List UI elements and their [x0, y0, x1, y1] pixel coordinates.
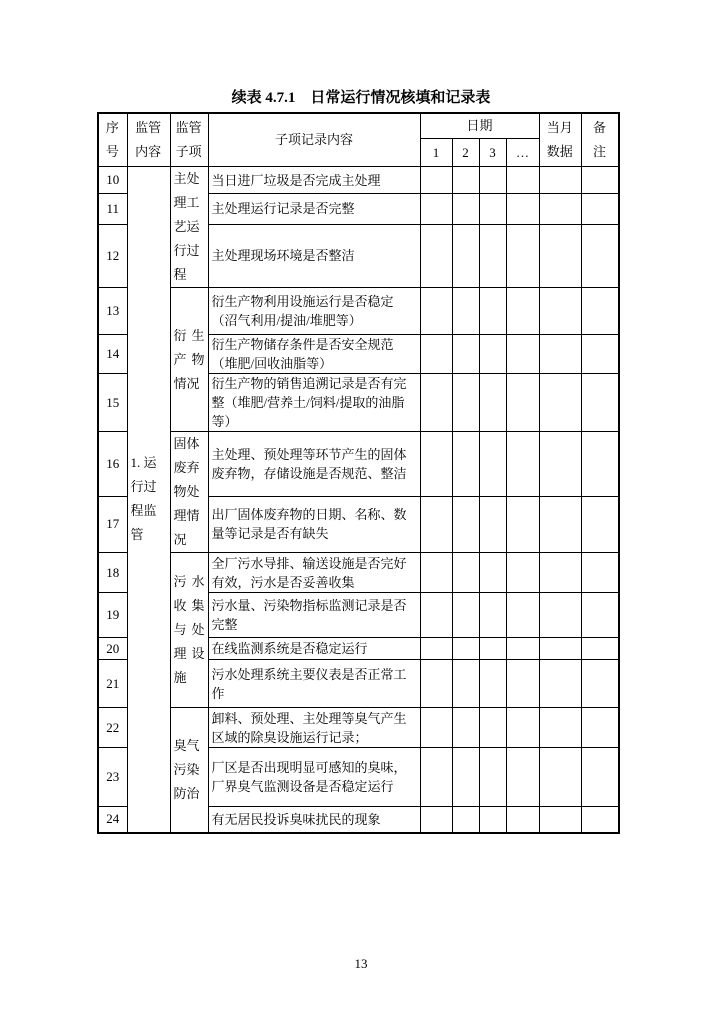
- header-content: [127, 113, 170, 167]
- remark-cell: [581, 335, 619, 374]
- remark-cell: [581, 748, 619, 807]
- subitem-cell-solid-waste: 固体废弃物处理情况: [170, 432, 208, 553]
- seq-cell: 21: [98, 660, 127, 708]
- daily-operation-record-table: [97, 112, 620, 834]
- header-remark: [581, 113, 619, 167]
- date-etc-cell: [506, 660, 539, 708]
- seq-cell: 14: [98, 335, 127, 374]
- header-seq: [98, 113, 127, 167]
- date-3-cell: [479, 807, 506, 833]
- table-row: [98, 288, 619, 335]
- month-data-cell: [539, 593, 581, 638]
- header-month-data: [539, 113, 581, 167]
- date-etc-cell: [506, 638, 539, 660]
- date-1-cell: [420, 224, 452, 287]
- date-etc-cell: [506, 748, 539, 807]
- table-row: [98, 553, 619, 593]
- seq-cell: 19: [98, 593, 127, 638]
- record-cell: 厂区是否出现明显可感知的臭味，厂界臭气监测设备是否稳定运行: [208, 748, 420, 807]
- month-data-cell: [539, 288, 581, 335]
- month-data-cell: [539, 432, 581, 497]
- month-data-cell: [539, 194, 581, 225]
- record-cell: 全厂污水导排、输送设施是否完好有效，污水是否妥善收集: [208, 553, 420, 593]
- seq-cell: 24: [98, 807, 127, 833]
- record-cell: 主处理运行记录是否完整: [208, 194, 420, 225]
- supervision-content-cell: 1. 运行过程监管: [127, 167, 170, 833]
- date-1-cell: [420, 167, 452, 194]
- remark-cell: [581, 496, 619, 552]
- date-3-cell: [479, 194, 506, 225]
- remark-cell: [581, 194, 619, 225]
- date-3-cell: [479, 374, 506, 432]
- remark-cell: [581, 807, 619, 833]
- date-etc-cell: [506, 432, 539, 497]
- date-3-cell: [479, 660, 506, 708]
- date-1-cell: [420, 432, 452, 497]
- date-1-cell: [420, 553, 452, 593]
- date-1-cell: [420, 374, 452, 432]
- date-3-cell: [479, 748, 506, 807]
- header-subitem-label: 监管子项: [175, 120, 202, 159]
- record-cell: 有无居民投诉臭味扰民的现象: [208, 807, 420, 833]
- date-2-cell: [452, 638, 479, 660]
- header-subitem: [170, 113, 208, 167]
- date-1-cell: [420, 748, 452, 807]
- header-month-data-label: 当月数据: [546, 120, 573, 159]
- month-data-cell: [539, 335, 581, 374]
- date-etc-cell: [506, 374, 539, 432]
- seq-cell: 17: [98, 496, 127, 552]
- record-cell: 衍生产物的销售追溯记录是否有完整（堆肥/营养土/饲料/提取的油脂等）: [208, 374, 420, 432]
- table-title: 续表 4.7.1 日常运行情况核填和记录表: [231, 90, 491, 106]
- subitem-cell-main-process: 主处理工艺运行过程: [170, 167, 208, 288]
- record-cell: 当日进厂垃圾是否完成主处理: [208, 167, 420, 194]
- date-2-cell: [452, 553, 479, 593]
- header-date-etc: …: [506, 139, 539, 167]
- remark-cell: [581, 660, 619, 708]
- month-data-cell: [539, 748, 581, 807]
- month-data-cell: [539, 553, 581, 593]
- subitem-cell-odor: 臭气污染防治: [170, 708, 208, 833]
- header-date: 日期: [420, 113, 539, 139]
- date-1-cell: [420, 593, 452, 638]
- date-etc-cell: [506, 593, 539, 638]
- month-data-cell: [539, 708, 581, 748]
- remark-cell: [581, 708, 619, 748]
- month-data-cell: [539, 374, 581, 432]
- month-data-cell: [539, 660, 581, 708]
- date-1-cell: [420, 194, 452, 225]
- table-row: [98, 708, 619, 748]
- date-etc-cell: [506, 807, 539, 833]
- remark-cell: [581, 553, 619, 593]
- month-data-cell: [539, 496, 581, 552]
- remark-cell: [581, 432, 619, 497]
- date-etc-cell: [506, 167, 539, 194]
- month-data-cell: [539, 224, 581, 287]
- date-etc-cell: [506, 194, 539, 225]
- month-data-cell: [539, 167, 581, 194]
- date-2-cell: [452, 593, 479, 638]
- header-date-2: 2: [452, 139, 479, 167]
- header-date-3: 3: [479, 139, 506, 167]
- seq-cell: 10: [98, 167, 127, 194]
- date-2-cell: [452, 224, 479, 287]
- date-1-cell: [420, 288, 452, 335]
- date-3-cell: [479, 553, 506, 593]
- date-2-cell: [452, 708, 479, 748]
- date-etc-cell: [506, 224, 539, 287]
- date-etc-cell: [506, 288, 539, 335]
- date-2-cell: [452, 167, 479, 194]
- seq-cell: 11: [98, 194, 127, 225]
- date-etc-cell: [506, 335, 539, 374]
- date-3-cell: [479, 288, 506, 335]
- record-cell: 出厂固体废弃物的日期、名称、数量等记录是否有缺失: [208, 496, 420, 552]
- record-cell: 污水量、污染物指标监测记录是否完整: [208, 593, 420, 638]
- date-etc-cell: [506, 496, 539, 552]
- record-cell: 在线监测系统是否稳定运行: [208, 638, 420, 660]
- date-2-cell: [452, 660, 479, 708]
- header-seq-label: 序号: [105, 120, 119, 159]
- date-3-cell: [479, 496, 506, 552]
- table-row: [98, 167, 619, 194]
- date-3-cell: [479, 638, 506, 660]
- record-cell: 主处理现场环境是否整洁: [208, 224, 420, 287]
- seq-cell: 16: [98, 432, 127, 497]
- subitem-cell-wastewater: 污水收集与处理设施: [170, 553, 208, 708]
- date-1-cell: [420, 807, 452, 833]
- date-etc-cell: [506, 553, 539, 593]
- header-content-label: 监管内容: [135, 120, 162, 159]
- page-number: 13: [354, 956, 368, 971]
- date-1-cell: [420, 496, 452, 552]
- date-1-cell: [420, 708, 452, 748]
- subitem-cell-derivatives: 衍生产物情况: [170, 288, 208, 432]
- remark-cell: [581, 224, 619, 287]
- table-row: [98, 432, 619, 497]
- seq-cell: 12: [98, 224, 127, 287]
- record-cell: 衍生产物储存条件是否安全规范（堆肥/回收油脂等）: [208, 335, 420, 374]
- remark-cell: [581, 593, 619, 638]
- date-2-cell: [452, 288, 479, 335]
- seq-cell: 20: [98, 638, 127, 660]
- seq-cell: 13: [98, 288, 127, 335]
- record-cell: 污水处理系统主要仪表是否正常工作: [208, 660, 420, 708]
- date-3-cell: [479, 224, 506, 287]
- remark-cell: [581, 288, 619, 335]
- date-1-cell: [420, 638, 452, 660]
- date-etc-cell: [506, 708, 539, 748]
- date-2-cell: [452, 748, 479, 807]
- remark-cell: [581, 374, 619, 432]
- seq-cell: 23: [98, 748, 127, 807]
- month-data-cell: [539, 807, 581, 833]
- record-cell: 衍生产物利用设施运行是否稳定（沼气利用/提油/堆肥等）: [208, 288, 420, 335]
- date-3-cell: [479, 335, 506, 374]
- date-2-cell: [452, 496, 479, 552]
- date-3-cell: [479, 593, 506, 638]
- date-2-cell: [452, 374, 479, 432]
- remark-cell: [581, 638, 619, 660]
- date-2-cell: [452, 807, 479, 833]
- seq-cell: 15: [98, 374, 127, 432]
- record-cell: 卸料、预处理、主处理等臭气产生区域的除臭设施运行记录；: [208, 708, 420, 748]
- date-2-cell: [452, 432, 479, 497]
- date-2-cell: [452, 335, 479, 374]
- seq-cell: 18: [98, 553, 127, 593]
- record-cell: 主处理、预处理等环节产生的固体废弃物，存储设施是否规范、整洁: [208, 432, 420, 497]
- header-record: 子项记录内容: [208, 113, 420, 167]
- month-data-cell: [539, 638, 581, 660]
- header-date-1: 1: [420, 139, 452, 167]
- date-1-cell: [420, 660, 452, 708]
- date-3-cell: [479, 167, 506, 194]
- date-2-cell: [452, 194, 479, 225]
- header-remark-label: 备注: [592, 120, 606, 159]
- date-1-cell: [420, 335, 452, 374]
- seq-cell: 22: [98, 708, 127, 748]
- date-3-cell: [479, 708, 506, 748]
- date-3-cell: [479, 432, 506, 497]
- remark-cell: [581, 167, 619, 194]
